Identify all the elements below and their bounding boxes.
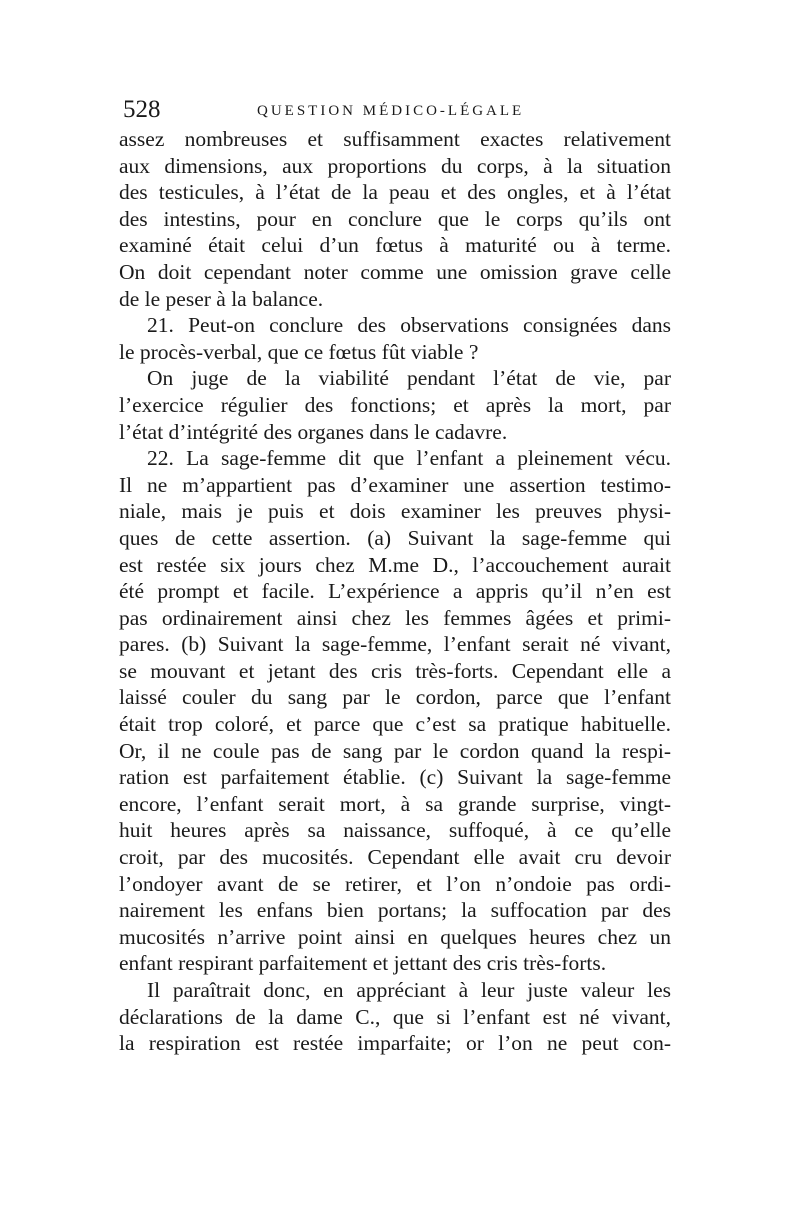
text-line: était trop coloré, et parce que c’est sa pratique habituelle. bbox=[119, 712, 671, 737]
text-line: On doit cependant noter comme une omission grave celle bbox=[119, 259, 671, 284]
text-line: Or, il ne coule pas de sang par le cordon quand la respi- bbox=[119, 738, 671, 763]
text-line: est restée six jours chez M.me D., l’accouchement aurait bbox=[119, 552, 671, 577]
text-line: pas ordinairement ainsi chez les femmes âgées et primi- bbox=[119, 605, 671, 630]
text-line: On juge de la viabilité pendant l’état de vie, par bbox=[147, 366, 671, 391]
text-line: niale, mais je puis et dois examiner les preuves physi- bbox=[119, 499, 671, 524]
text-line: nairement les enfans bien portans; la suffocation par des bbox=[119, 898, 671, 923]
text-line: Il ne m’appartient pas d’examiner une assertion testimo- bbox=[119, 472, 671, 497]
running-title: QUESTION MÉDICO-LÉGALE bbox=[257, 103, 525, 119]
running-head bbox=[123, 96, 671, 124]
text-line: des intestins, pour en conclure que le corps qu’ils ont bbox=[119, 206, 671, 231]
text-line: l’exercice régulier des fonctions; et après la mort, par bbox=[119, 392, 671, 417]
text-line: examiné était celui d’un fœtus à maturité ou à terme. bbox=[119, 233, 671, 258]
text-line: croit, par des mucosités. Cependant elle avait cru devoir bbox=[119, 845, 671, 870]
text-line: 22. La sage-femme dit que l’enfant a pleinement vécu. bbox=[147, 446, 671, 471]
text-line: mucosités n’arrive point ainsi en quelques heures chez un bbox=[119, 924, 671, 949]
text-line: encore, l’enfant serait mort, à sa grande surprise, vingt- bbox=[119, 791, 671, 816]
text-line: ration est parfaitement établie. (c) Suivant la sage-femme bbox=[119, 765, 671, 790]
text-line: déclarations de la dame C., que si l’enfant est né vivant, bbox=[119, 1004, 671, 1029]
text-line: huit heures après sa naissance, suffoqué, à ce qu’elle bbox=[119, 818, 671, 843]
text-line: été prompt et facile. L’expérience a appris qu’il n’en est bbox=[119, 579, 671, 604]
text-line: l’ondoyer avant de se retirer, et l’on n’ondoie pas ordi- bbox=[119, 871, 671, 896]
text-line: ques de cette assertion. (a) Suivant la sage-femme qui bbox=[119, 525, 671, 550]
text-line: de le peser à la balance. bbox=[119, 286, 324, 311]
text-line: l’état d’intégrité des organes dans le cadavre. bbox=[119, 419, 508, 444]
text-line: la respiration est restée imparfaite; or l’on ne peut con- bbox=[119, 1031, 671, 1056]
text-line: le procès-verbal, que ce fœtus fût viable ? bbox=[119, 339, 479, 364]
text-line: aux dimensions, aux proportions du corps, à la situation bbox=[119, 153, 671, 178]
body-text bbox=[119, 126, 671, 1057]
text-line: des testicules, à l’état de la peau et des ongles, et à l’état bbox=[119, 180, 671, 205]
text-line: se mouvant et jetant des cris très-forts. Cependant elle a bbox=[119, 658, 671, 683]
text-line: assez nombreuses et suffisamment exactes relativement bbox=[119, 127, 671, 151]
text-line: laissé couler du sang par le cordon, parce que l’enfant bbox=[119, 685, 671, 710]
text-line: pares. (b) Suivant la sage-femme, l’enfant serait né vivant, bbox=[119, 632, 671, 657]
text-line: 21. Peut-on conclure des observations consignées dans bbox=[147, 313, 671, 338]
text-line: Il paraîtrait donc, en appréciant à leur juste valeur les bbox=[147, 978, 671, 1002]
page-number: 528 bbox=[123, 96, 161, 123]
text-line: enfant respirant parfaitement et jettant des cris très-forts. bbox=[119, 951, 607, 976]
